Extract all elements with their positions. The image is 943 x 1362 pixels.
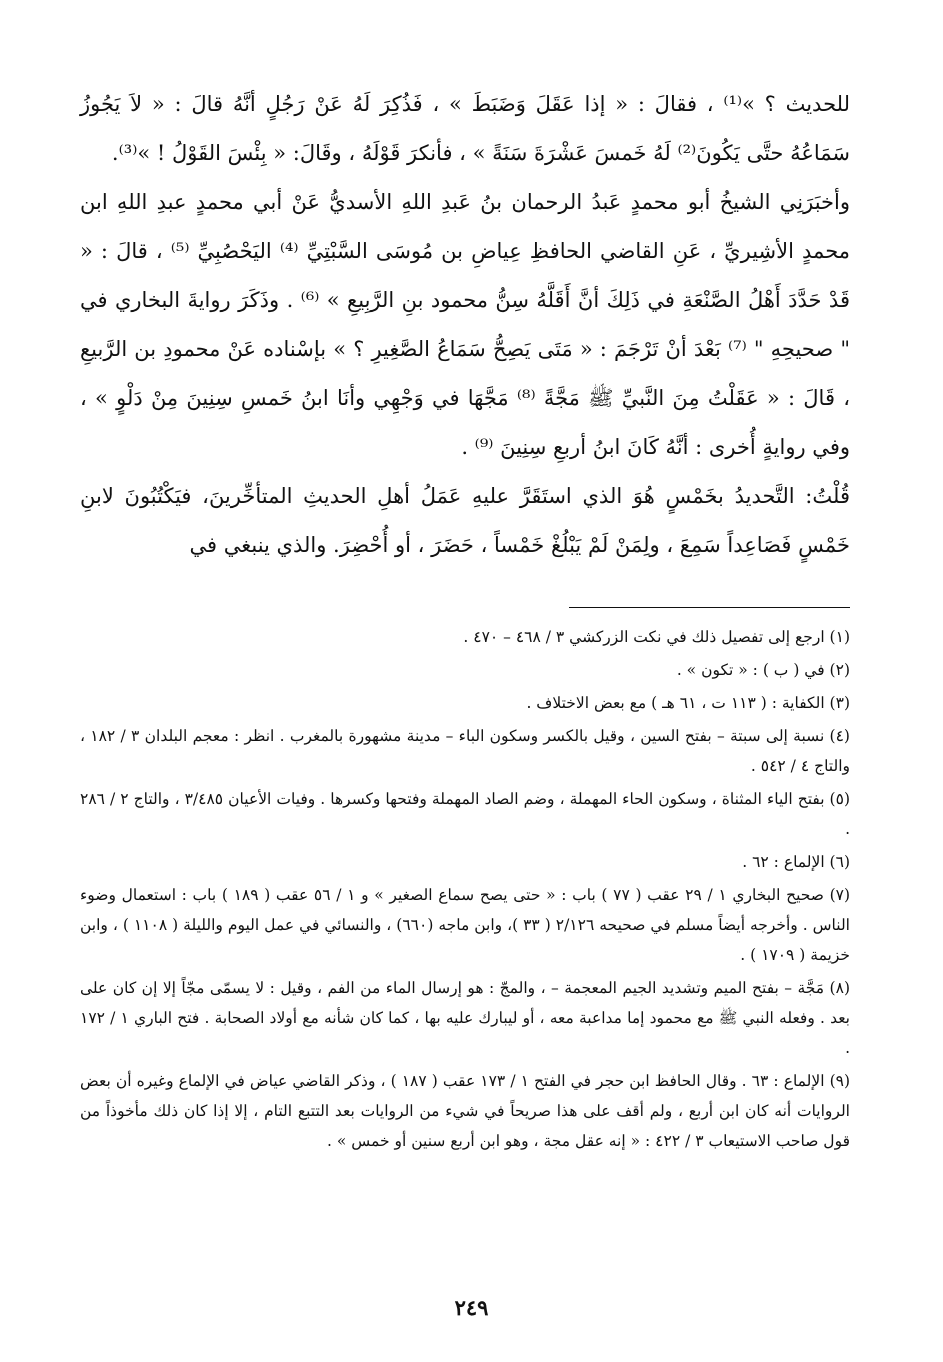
paragraph-2: وأخبَرَنِي الشيخُ أبو محمدٍ عَبدُ الرحمان بنُ عَبدِ اللهِ الأسديُّ عَنْ أبي محمدٍ عبدِ اللهِ ابن محمدٍ الأشِيريِّ ، عَنِ القاضي الحافظِ عِياضِ بن مُوسَى السَّبْتِيِّ ⁽⁴⁾ اليَحْصُبِيِّ ⁽⁵⁾ ، قالَ : « قَدْ حَدَّدَ أَهْلُ الصَّنْعَةِ في ذَلِكَ أنَّ أَقَلَّهُ سِنُّ محمود بنِ الرَّبِيعِ » ⁽⁶⁾ . وذَكَرَ روايةَ البخاري في " صحيحِهِ " ⁽⁷⁾ بَعْدَ أنْ تَرْجَمَ : « مَتَى يَصِحُّ سَمَاعُ الصَّغِيرِ ؟ » بإسْناده عَنْ محمودِ بن الرَّبيعِ ، قَالَ : « عَقَلْتُ مِنَ النَّبيِّ ﷺ مَجَّةً ⁽⁸⁾ مَجَّهَا في وَجْهِي وأنَا ابنُ خَمسِ سِنِينَ مِنْ دَلْوٍ » ، وفي روايةٍ أُخرى : أنَّهُ كَانَ ابنُ أربعِ سِنِينَ ⁽⁹⁾ . [80,190,851,459]
footnote-8: (٨) مَجَّة – بفتح الميم وتشديد الجيم المعجمة – ، والمجّ : هو إرسال الماء من الفم ، وقيل : لا يسمّى مجّاً إلا إن كان على بعد . وفعله النبي ﷺ مع محمود إما مداعبة معه ، أو ليبارك عليه بها ، كما كان شأنه مع أولاد الصحابة . فتح الباري ١ / ١٧٢ . [80,979,850,1057]
footnote-2: (٢) في ( ب ) : « تكون » . [676,661,850,679]
main-text [80,80,850,570]
paragraph-3: قُلْتُ: التَّحديدُ بخَمْسٍ هُوَ الذي استَقَرَّ عليهِ عَمَلُ أهلِ الحديثِ المتأخِّرينَ، فيَكْتُبُونَ لابنِ خَمْسٍ فَصَاعِداً سَمِعَ ، ولِمَنْ لَمْ يَبْلُغْ خَمْساً ، حَضَرَ ، أو أُحْضِرَ. والذي ينبغي في [80,484,850,557]
page-body [80,80,850,570]
footnote-4: (٤) نسبة إلى سبتة – بفتح السين ، وقيل بالكسر وسكون الباء – مدينة مشهورة بالمغرب . انظر : معجم البلدان ٣ / ١٨٢ ، والتاج ٤ / ٥٤٢ . [80,727,850,775]
page-number: ٢٤٩ [454,1295,489,1320]
footnote-5: (٥) بفتح الياء المثناة ، وسكون الحاء المهملة ، وضم الصاد المهملة وفتحها وكسرها . وفيات الأعيان ٣/٤٨٥ ، والتاج ٢ / ٢٨٦ . [80,790,850,838]
footnote-9: (٩) الإلماع : ٦٣ . وقال الحافظ ابن حجر في الفتح ١ / ١٧٣ عقب ( ١٨٧ ) ، وذكر القاضي عياض في الإلماع وغيره أن بعض الروايات أنه كان ابن أربع ، ولم أقف على هذا صريحاً في شيء من الروايات بعد التتبع التام ، إلا إذا كان ذلك مأخوذاً من قول صاحب الاستيعاب ٣ / ٤٢٢ : « إنه عقل مجة ، وهو ابن أربع سنين أو خمس » . [80,1072,851,1150]
footnotes [80,622,850,1159]
footnote-3: (٣) الكفاية : ( ١١٣ ت ، ٦١ هـ ) مع بعض الاختلاف . [526,694,850,712]
footnote-divider [569,607,850,608]
footnote-7: (٧) صحيح البخاري ١ / ٢٩ عقب ( ٧٧ ) باب : « حتى يصح سماع الصغير » و ١ / ٥٦ عقب ( ١٨٩ ) باب : استعمال وضوء الناس . وأخرجه أيضاً مسلم في صحيحه ٢/١٢٦ ( ٣٣ )، وابن ماجه (٦٦٠) ، والنسائي في عمل اليوم والليلة ( ١١٠٨ ) ، وابن خزيمة ( ١٧٠٩ ) . [80,886,851,964]
footnote-1: (١) ارجع إلى تفصيل ذلك في نكت الزركشي ٣ / ٤٦٨ – ٤٧٠ . [463,628,850,646]
paragraph-1: للحديث ؟ »⁽¹⁾ ، فقالَ : « إذا عَقَلَ وَضَبَطَ » ، فَذُكِرَ لَهُ عَنْ رَجُلٍ أنَّهُ قالَ : « لاَ يَجُوزُ سَمَاعُهُ حتَّى يَكُونَ⁽²⁾ لَهُ خَمسَ عَشْرَةَ سَنَةً » ، فأنكرَ قَوْلَهُ ، وقَالَ: « بِئْسَ القَوْلُ ! »⁽³⁾. [80,92,850,165]
footnote-6: (٦) الإلماع : ٦٢ . [742,853,850,871]
